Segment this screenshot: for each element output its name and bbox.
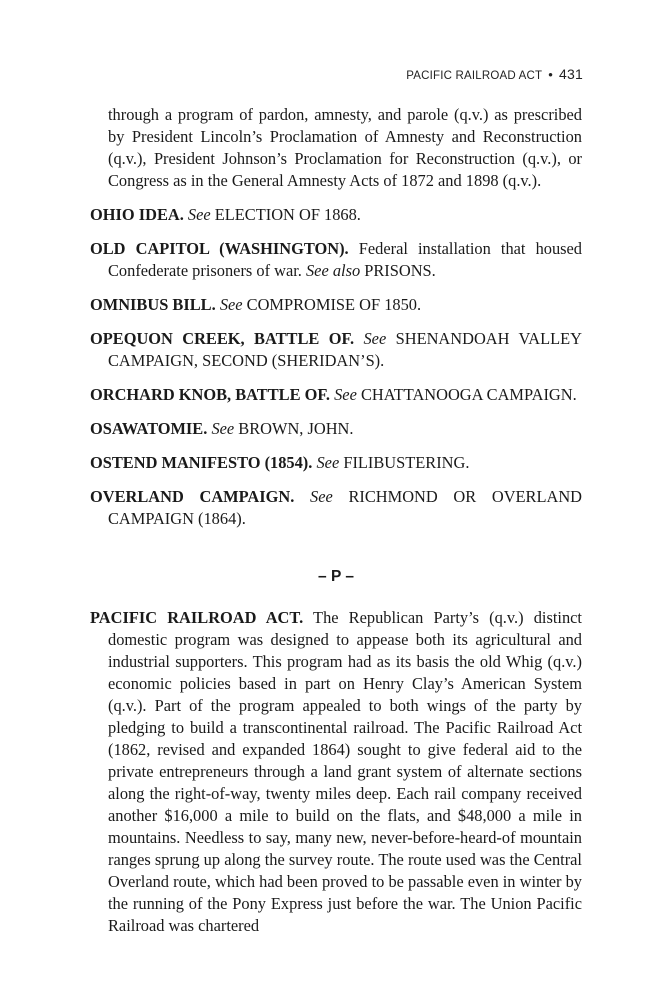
entry-text: ELECTION OF 1868.	[210, 205, 361, 224]
entry-text: PRISONS.	[360, 261, 436, 280]
entry-pacific-railroad-act	[90, 607, 582, 937]
entry-headword: OHIO IDEA.	[90, 205, 184, 224]
running-head	[406, 66, 583, 82]
entry-overland-campaign	[90, 486, 582, 530]
entry-headword: OMNIBUS BILL.	[90, 295, 216, 314]
see-reference: See	[334, 385, 357, 404]
entry-osawatomie	[90, 418, 582, 440]
entry-headword: OVERLAND CAMPAIGN.	[90, 487, 295, 506]
see-reference: See	[316, 453, 340, 472]
see-reference: See	[310, 487, 333, 506]
entry-text: The Republican Party’s (q.v.) distinct domestic program was designed to appease both its agricultural and industrial supporters. This program had as its basis the old Whig (q.v.) economic policies based in part on Henry Clay’s American System (q.v.). Part of the program appealed to both wings of the party by pledging to build a transcontinental railroad. The Pacific Railroad Act (1862, revised and expanded 1864) sought to give federal aid to the private entrepreneurs through a land grant system of alternate sections along the right-of-way, twenty miles deep. Each rail company received another $16,000 a mile to build on the flats, and $48,000 a mile in mountains. Needless to say, many new, never-before-heard-of mountain ranges sprung up along the survey route. The route used was the Central Overland route, which had been proved to be passable even in winter by the running of the Pony Express just before the war. The Union Pacific Railroad was chartered	[108, 608, 582, 935]
entry-text: BROWN, JOHN.	[234, 419, 354, 438]
entry-text: FILIBUSTERING.	[339, 453, 470, 472]
continuation-paragraph: through a program of pardon, amnesty, and parole (q.v.) as prescribed by President Lincoln’s Proclamation of Amnesty and Reconstruction (q.v.), President Johnson’s Proclamation for Reconstruction (q.v.), or Congress as in the General Amnesty Acts of 1872 and 1898 (q.v.).	[108, 105, 582, 190]
see-reference: See	[219, 295, 243, 314]
running-head-bullet: •	[548, 67, 554, 82]
entry-body: Federal installation that housed Confederate prisoners of war.	[108, 239, 583, 280]
entry-text: CHATTANOOGA CAMPAIGN.	[356, 385, 577, 404]
see-also-reference: See also	[305, 261, 361, 280]
entry-orchard-knob	[90, 384, 582, 406]
entry-headword: OSAWATOMIE.	[90, 419, 208, 438]
entry-opequon-creek	[90, 328, 582, 372]
see-reference: See	[187, 205, 211, 224]
entry-old-capitol	[90, 238, 582, 282]
entry-omnibus-bill	[90, 294, 582, 316]
entry-headword: ORCHARD KNOB, BATTLE OF.	[90, 385, 330, 404]
entry-headword: PACIFIC RAILROAD ACT.	[90, 608, 304, 627]
entry-text: RICHMOND OR OVERLAND CAMPAIGN (1864).	[108, 487, 582, 528]
page-number: 431	[559, 66, 583, 82]
see-reference: See	[211, 419, 235, 438]
see-reference: See	[363, 329, 387, 348]
entry-ostend-manifesto	[90, 452, 582, 474]
entry-headword: OLD CAPITOL (WASHINGTON).	[90, 239, 349, 258]
section-letter-heading: – P –	[318, 568, 354, 585]
entries-column	[90, 104, 582, 542]
entry-ohio-idea	[90, 204, 582, 226]
entry-text: COMPROMISE OF 1850.	[242, 295, 422, 314]
entry-headword: OSTEND MANIFESTO (1854).	[90, 453, 313, 472]
entry-headword: OPEQUON CREEK, BATTLE OF.	[90, 329, 355, 348]
entry-text: SHENANDOAH VALLEY CAMPAIGN, SECOND (SHERIDAN’S).	[108, 329, 582, 370]
running-head-title: PACIFIC RAILROAD ACT	[406, 70, 543, 82]
